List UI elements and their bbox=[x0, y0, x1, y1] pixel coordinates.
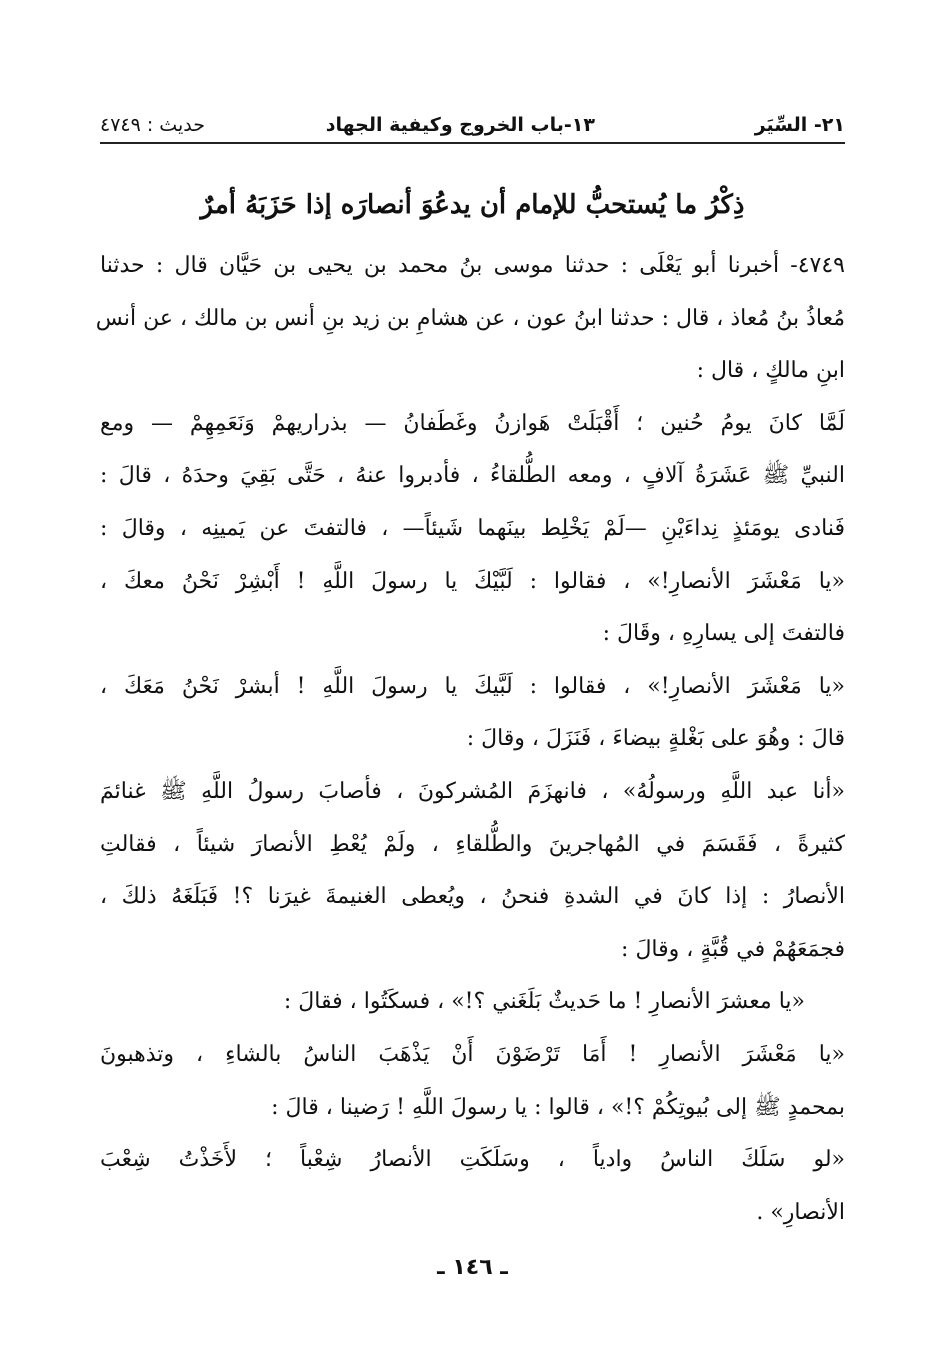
hadith-reference: حديث : ٤٧٤٩ bbox=[100, 114, 205, 136]
text-line: لَمَّا كانَ يومُ حُنين ؛ أَقْبَلَتْ هَوازنُ وغَطَفانُ — بذراريهمْ وَنَعَمِهِمْ — ومع bbox=[100, 410, 845, 436]
book-section-label: ٢١- السِّيَر bbox=[754, 114, 845, 136]
text-line: الأنصارِ» . bbox=[756, 1199, 845, 1225]
text-line: «يا مَعْشَرَ الأنصارِ!» ، فقالوا : لَبَّيكَ يا رسولَ اللَّهِ ! أبشرْ نَحْنُ مَعَكَ ، bbox=[100, 673, 845, 699]
text-line: فالتفتَ إلى يسارِهِ ، وقَالَ : bbox=[602, 621, 845, 647]
text-line: «يا معشرَ الأنصارِ ! ما حَديثٌ بَلَغَني ؟!» ، فسكَتُوا ، فقالَ : bbox=[283, 989, 805, 1015]
text-line: «يا مَعْشَرَ الأنصارِ!» ، فقالوا : لَبَّيْكَ يا رسولَ اللَّهِ ! أَبْشِرْ نَحْنُ معكَ ، bbox=[100, 568, 845, 594]
text-line: النبيِّ ﷺ عَشَرَةُ آلافٍ ، ومعه الطُّلقاءُ ، فأدبروا عنهُ ، حَتَّى بَقِيَ وحدَهُ ، قالَ : bbox=[100, 463, 845, 489]
text-line: قالَ : وهُوَ على بَغْلةٍ بيضاءَ ، فَنَزَلَ ، وقالَ : bbox=[466, 726, 845, 752]
text-line: «لو سَلَكَ الناسُ وادياً ، وسَلَكَتِ الأنصارُ شِعْباً ؛ لأَخَذْتُ شِعْبَ bbox=[100, 1147, 845, 1173]
hadith-text-body bbox=[95, 240, 845, 1239]
text-line: «أنا عبد اللَّهِ ورسولُهُ» ، فانهزَمَ المُشركونَ ، فأصابَ رسولُ اللَّهِ ﷺ غنائمَ bbox=[100, 778, 845, 804]
text-line: ٤٧٤٩- أخبرنا أبو يَعْلَى : حدثنا موسى بنُ محمد بن يحيى بن حَيَّان قال : حدثنا bbox=[100, 253, 845, 278]
chapter-label: ١٣-باب الخروج وكيفية الجهاد bbox=[325, 114, 595, 136]
chapter-heading: ذِكْرُ ما يُستحبُّ للإمام أن يدعُوَ أنصارَه إذا حَزَبَهُ أمرٌ bbox=[200, 190, 745, 220]
text-line: الأنصارُ : إذا كانَ في الشدةِ فنحنُ ، ويُعطى الغنيمةَ غيرَنا ؟! فَبَلَغَهُ ذلكَ ، bbox=[100, 884, 845, 910]
text-line: مُعاذُ بنُ مُعاذ ، قال : حدثنا ابنُ عون ، عن هشامِ بن زيد بنِ أنس بن مالك ، عن أنس bbox=[95, 305, 845, 331]
running-header bbox=[100, 108, 845, 144]
text-line: ابنِ مالكٍ ، قال : bbox=[696, 358, 845, 384]
text-line: بمحمدٍ ﷺ إلى بُيوتِكُمْ ؟!» ، قالوا : يا رسولَ اللَّهِ ! رَضينا ، قالَ : bbox=[271, 1094, 845, 1120]
text-line: فَنادى يومَئذٍ نِداءَيْنِ —لَمْ يَخْلِط بينَهما شَيئاً— ، فالتفتَ عن يَمينِه ، وقالَ : bbox=[100, 515, 845, 541]
text-line: كثيرةً ، فَقَسَمَ في المُهاجرينَ والطُّلقاءِ ، ولَمْ يُعْطِ الأنصارَ شيئاً ، فقالتِ bbox=[100, 831, 845, 857]
text-line: «يا مَعْشَرَ الأنصارِ ! أَمَا تَرْضَوْنَ أَنْ يَذْهَبَ الناسُ بالشاءِ ، وتذهبونَ bbox=[100, 1041, 845, 1067]
page-number: ـ ١٤٦ ـ bbox=[437, 1255, 508, 1280]
text-line: فجمَعَهُمْ في قُبَّةٍ ، وقالَ : bbox=[621, 936, 845, 962]
